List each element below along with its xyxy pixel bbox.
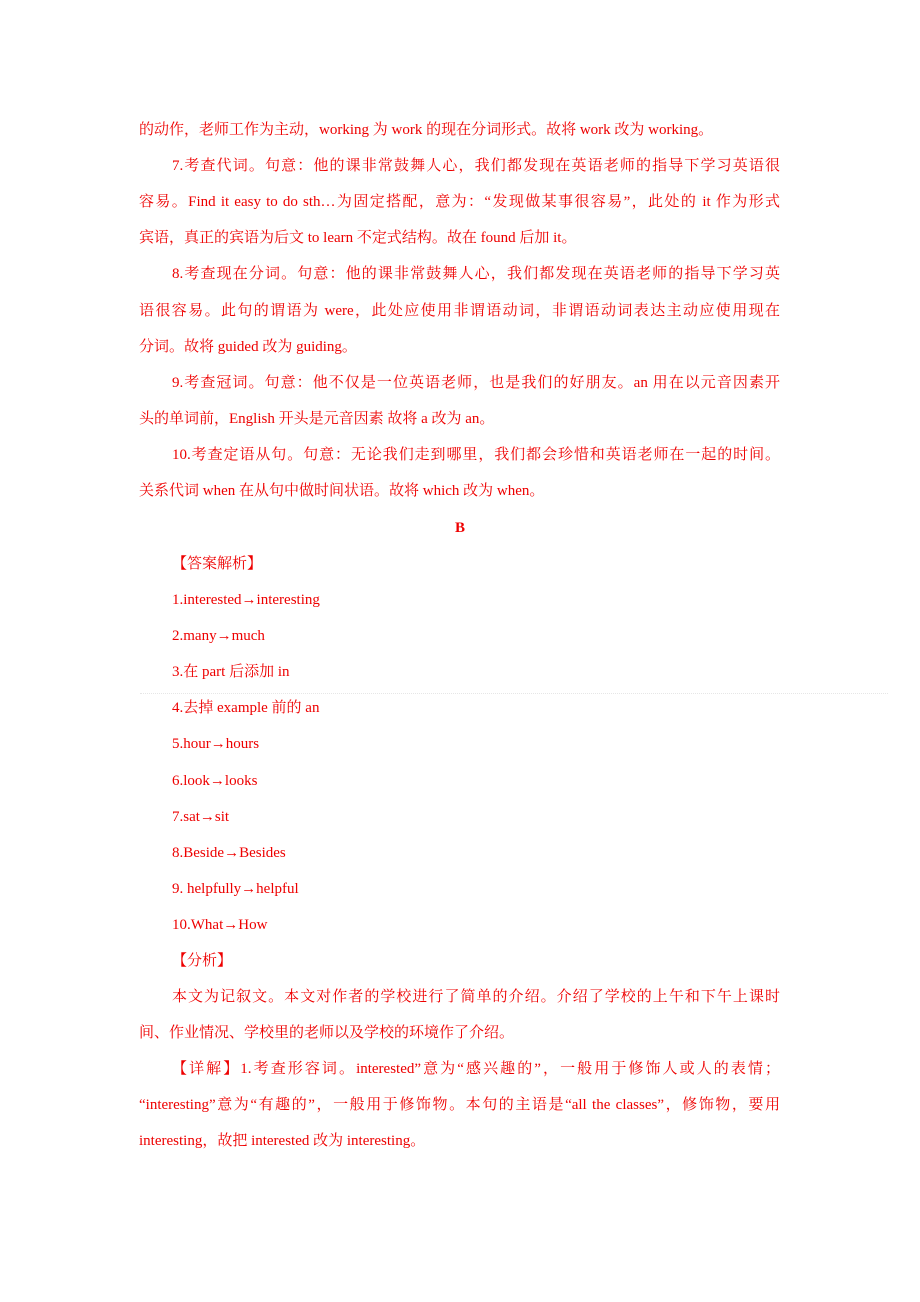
paragraph-line: 关系代词 when 在从句中做时间状语。故将 which 改为 when。 bbox=[139, 483, 545, 499]
answer-item: 6.look→looks bbox=[172, 773, 258, 789]
paragraph-line: 8.考查现在分词。句意：他的课非常鼓舞人心，我们都发现在英语老师的指导下学习英 bbox=[172, 266, 780, 282]
paragraph-line: interesting，故把 interested 改为 interesting。 bbox=[139, 1133, 426, 1149]
page-divider bbox=[140, 693, 888, 694]
paragraph-line: 头的单词前，English 开头是元音因素 故将 a 改为 an。 bbox=[139, 411, 495, 427]
section-label: B bbox=[454, 520, 465, 536]
paragraph-line: 宾语，真正的宾语为后文 to learn 不定式结构。故在 found 后加 it。 bbox=[139, 230, 577, 246]
analysis-heading: 【分析】 bbox=[172, 953, 233, 969]
answer-heading: 【答案解析】 bbox=[172, 556, 263, 572]
paragraph-line: 语很容易。此句的谓语为 were，此处应使用非谓语动词，非谓语动词表达主动应使用现在 bbox=[139, 303, 780, 319]
paragraph-line: 间、作业情况、学校里的老师以及学校的环境作了介绍。 bbox=[139, 1025, 515, 1041]
paragraph-line: 7.考查代词。句意：他的课非常鼓舞人心，我们都发现在英语老师的指导下学习英语很 bbox=[172, 158, 780, 174]
paragraph-line: 容易。Find it easy to do sth…为固定搭配，意为：“发现做某事很容易”，此处的 it 作为形式 bbox=[139, 194, 780, 210]
paragraph-line: 的动作，老师工作为主动，working 为 work 的现在分词形式。故将 work 改为 working。 bbox=[139, 122, 714, 138]
answer-item: 1.interested→interesting bbox=[172, 592, 320, 608]
answer-item: 2.many→much bbox=[172, 628, 265, 644]
paragraph-line: 9.考查冠词。句意：他不仅是一位英语老师，也是我们的好朋友。an 用在以元音因素开 bbox=[172, 375, 780, 391]
paragraph-line: 【详解】1.考查形容词。interested”意为“感兴趣的”，一般用于修饰人或人的表情； bbox=[172, 1061, 780, 1077]
answer-item: 8.Beside→Besides bbox=[172, 845, 286, 861]
answer-item: 10.What→How bbox=[172, 917, 268, 933]
paragraph-line: 本文为记叙文。本文对作者的学校进行了简单的介绍。介绍了学校的上午和下午上课时 bbox=[172, 989, 780, 1005]
answer-item: 4.去掉 example 前的 an bbox=[172, 700, 320, 716]
answer-item: 9. helpfully→helpful bbox=[172, 881, 299, 897]
answer-item: 5.hour→hours bbox=[172, 736, 260, 752]
answer-item: 7.sat→sit bbox=[172, 809, 230, 825]
paragraph-line: 分词。故将 guided 改为 guiding。 bbox=[139, 339, 357, 355]
paragraph-line: “interesting”意为“有趣的”，一般用于修饰物。本句的主语是“all the classes”，修饰物，要用 bbox=[139, 1097, 780, 1113]
answer-item: 3.在 part 后添加 in bbox=[172, 664, 290, 680]
paragraph-line: 10.考查定语从句。句意：无论我们走到哪里，我们都会珍惜和英语老师在一起的时间。 bbox=[172, 447, 780, 463]
